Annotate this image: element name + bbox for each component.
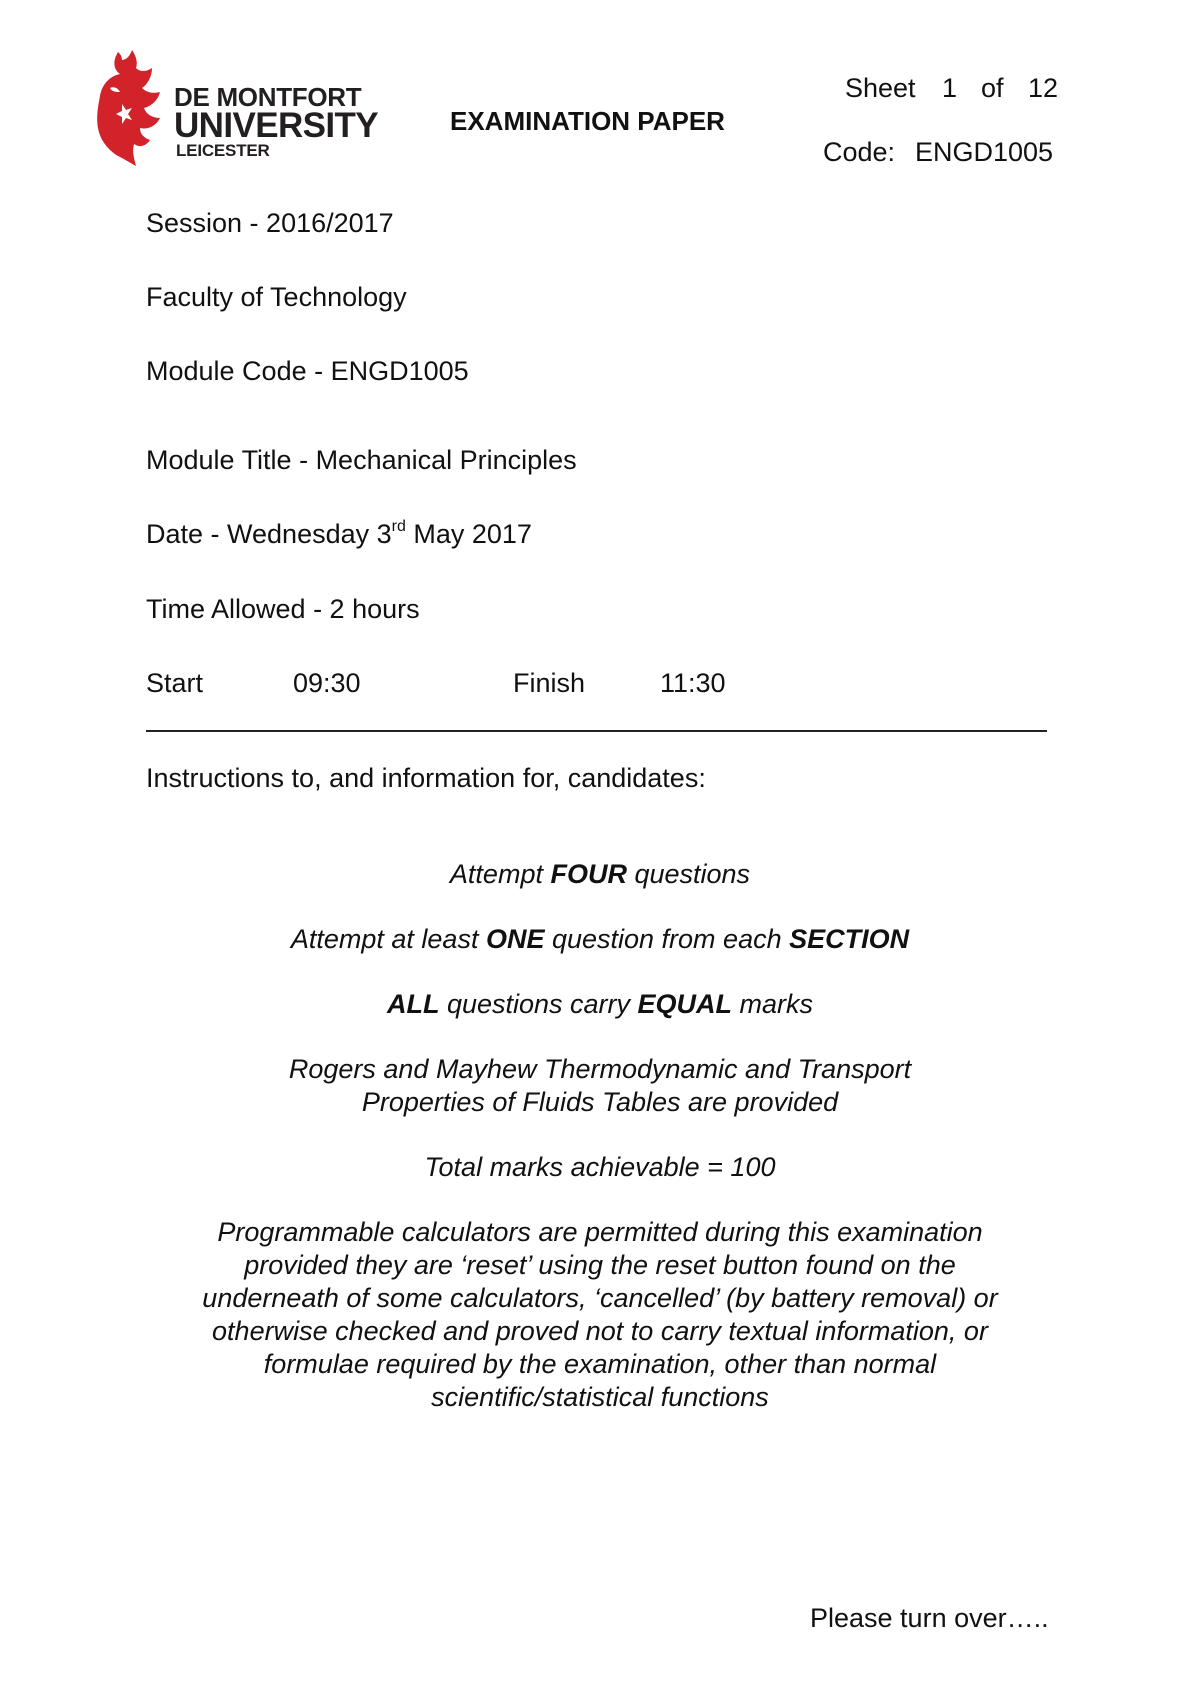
text-segment: questions carry <box>439 989 638 1019</box>
text-line: Programmable calculators are permitted during this examination <box>217 1217 983 1247</box>
sheet-number: 1 <box>942 73 958 103</box>
date-rest: May 2017 <box>405 519 532 549</box>
text-emphasis: EQUAL <box>637 989 733 1019</box>
text-line: otherwise checked and proved not to carry textual information, or <box>212 1316 988 1346</box>
sheet-total: 12 <box>1028 73 1059 103</box>
lion-crest-icon <box>92 48 172 166</box>
instruction-calculators <box>100 1216 1100 1414</box>
date-prefix: Date - Wednesday 3 <box>146 519 392 549</box>
session-line: Session - 2016/2017 <box>146 208 394 238</box>
start-label: Start <box>146 668 204 698</box>
date-line <box>146 518 532 549</box>
text-segment: questions <box>626 859 751 889</box>
text-emphasis: ALL <box>386 989 440 1019</box>
date-ordinal: rd <box>391 518 406 535</box>
finish-time: 11:30 <box>660 668 726 698</box>
start-time: 09:30 <box>293 668 361 698</box>
instruction-tables <box>100 1053 1100 1119</box>
instructions-heading: Instructions to, and information for, candidates: <box>146 763 706 793</box>
module-code-line: Module Code - ENGD1005 <box>146 356 469 386</box>
text-segment: question from each <box>544 924 790 954</box>
text-line: Properties of Fluids Tables are provided <box>361 1087 839 1117</box>
instruction-attempt-four <box>100 858 1100 891</box>
divider <box>146 730 1047 732</box>
code-label: Code: <box>823 137 896 167</box>
text-segment: marks <box>732 989 814 1019</box>
logo-line-3: LEICESTER <box>176 141 270 160</box>
instruction-one-per-section <box>100 923 1100 956</box>
text-emphasis: FOUR <box>550 859 627 889</box>
text-segment: Attempt at least <box>290 924 486 954</box>
turn-over-note: Please turn over….. <box>810 1603 1049 1633</box>
faculty-line: Faculty of Technology <box>146 282 407 312</box>
text-segment: Attempt <box>449 859 551 889</box>
instruction-equal-marks <box>100 988 1100 1021</box>
module-title-line: Module Title - Mechanical Principles <box>146 445 577 475</box>
text-line: formulae required by the examination, other than normal <box>263 1349 937 1379</box>
sheet-of: of <box>981 73 1004 103</box>
text-line: Rogers and Mayhew Thermodynamic and Transport <box>288 1054 912 1084</box>
text-emphasis: ONE <box>485 924 545 954</box>
sheet-label: Sheet <box>845 73 916 103</box>
text-emphasis: SECTION <box>789 924 910 954</box>
text-line: provided they are ‘reset’ using the reset button found on the <box>244 1250 956 1280</box>
logo-line-1: DE MONTFORT <box>174 82 362 112</box>
university-logo <box>92 48 382 168</box>
text-line: scientific/statistical functions <box>431 1382 769 1412</box>
instruction-total-marks: Total marks achievable = 100 <box>424 1152 776 1182</box>
logo-line-2: UNIVERSITY <box>174 106 379 145</box>
text-line: underneath of some calculators, ‘cancelled’ (by battery removal) or <box>202 1283 998 1313</box>
code-value: ENGD1005 <box>915 137 1054 167</box>
time-allowed-line: Time Allowed - 2 hours <box>146 594 420 624</box>
page-title: EXAMINATION PAPER <box>450 106 725 136</box>
finish-label: Finish <box>513 668 586 698</box>
